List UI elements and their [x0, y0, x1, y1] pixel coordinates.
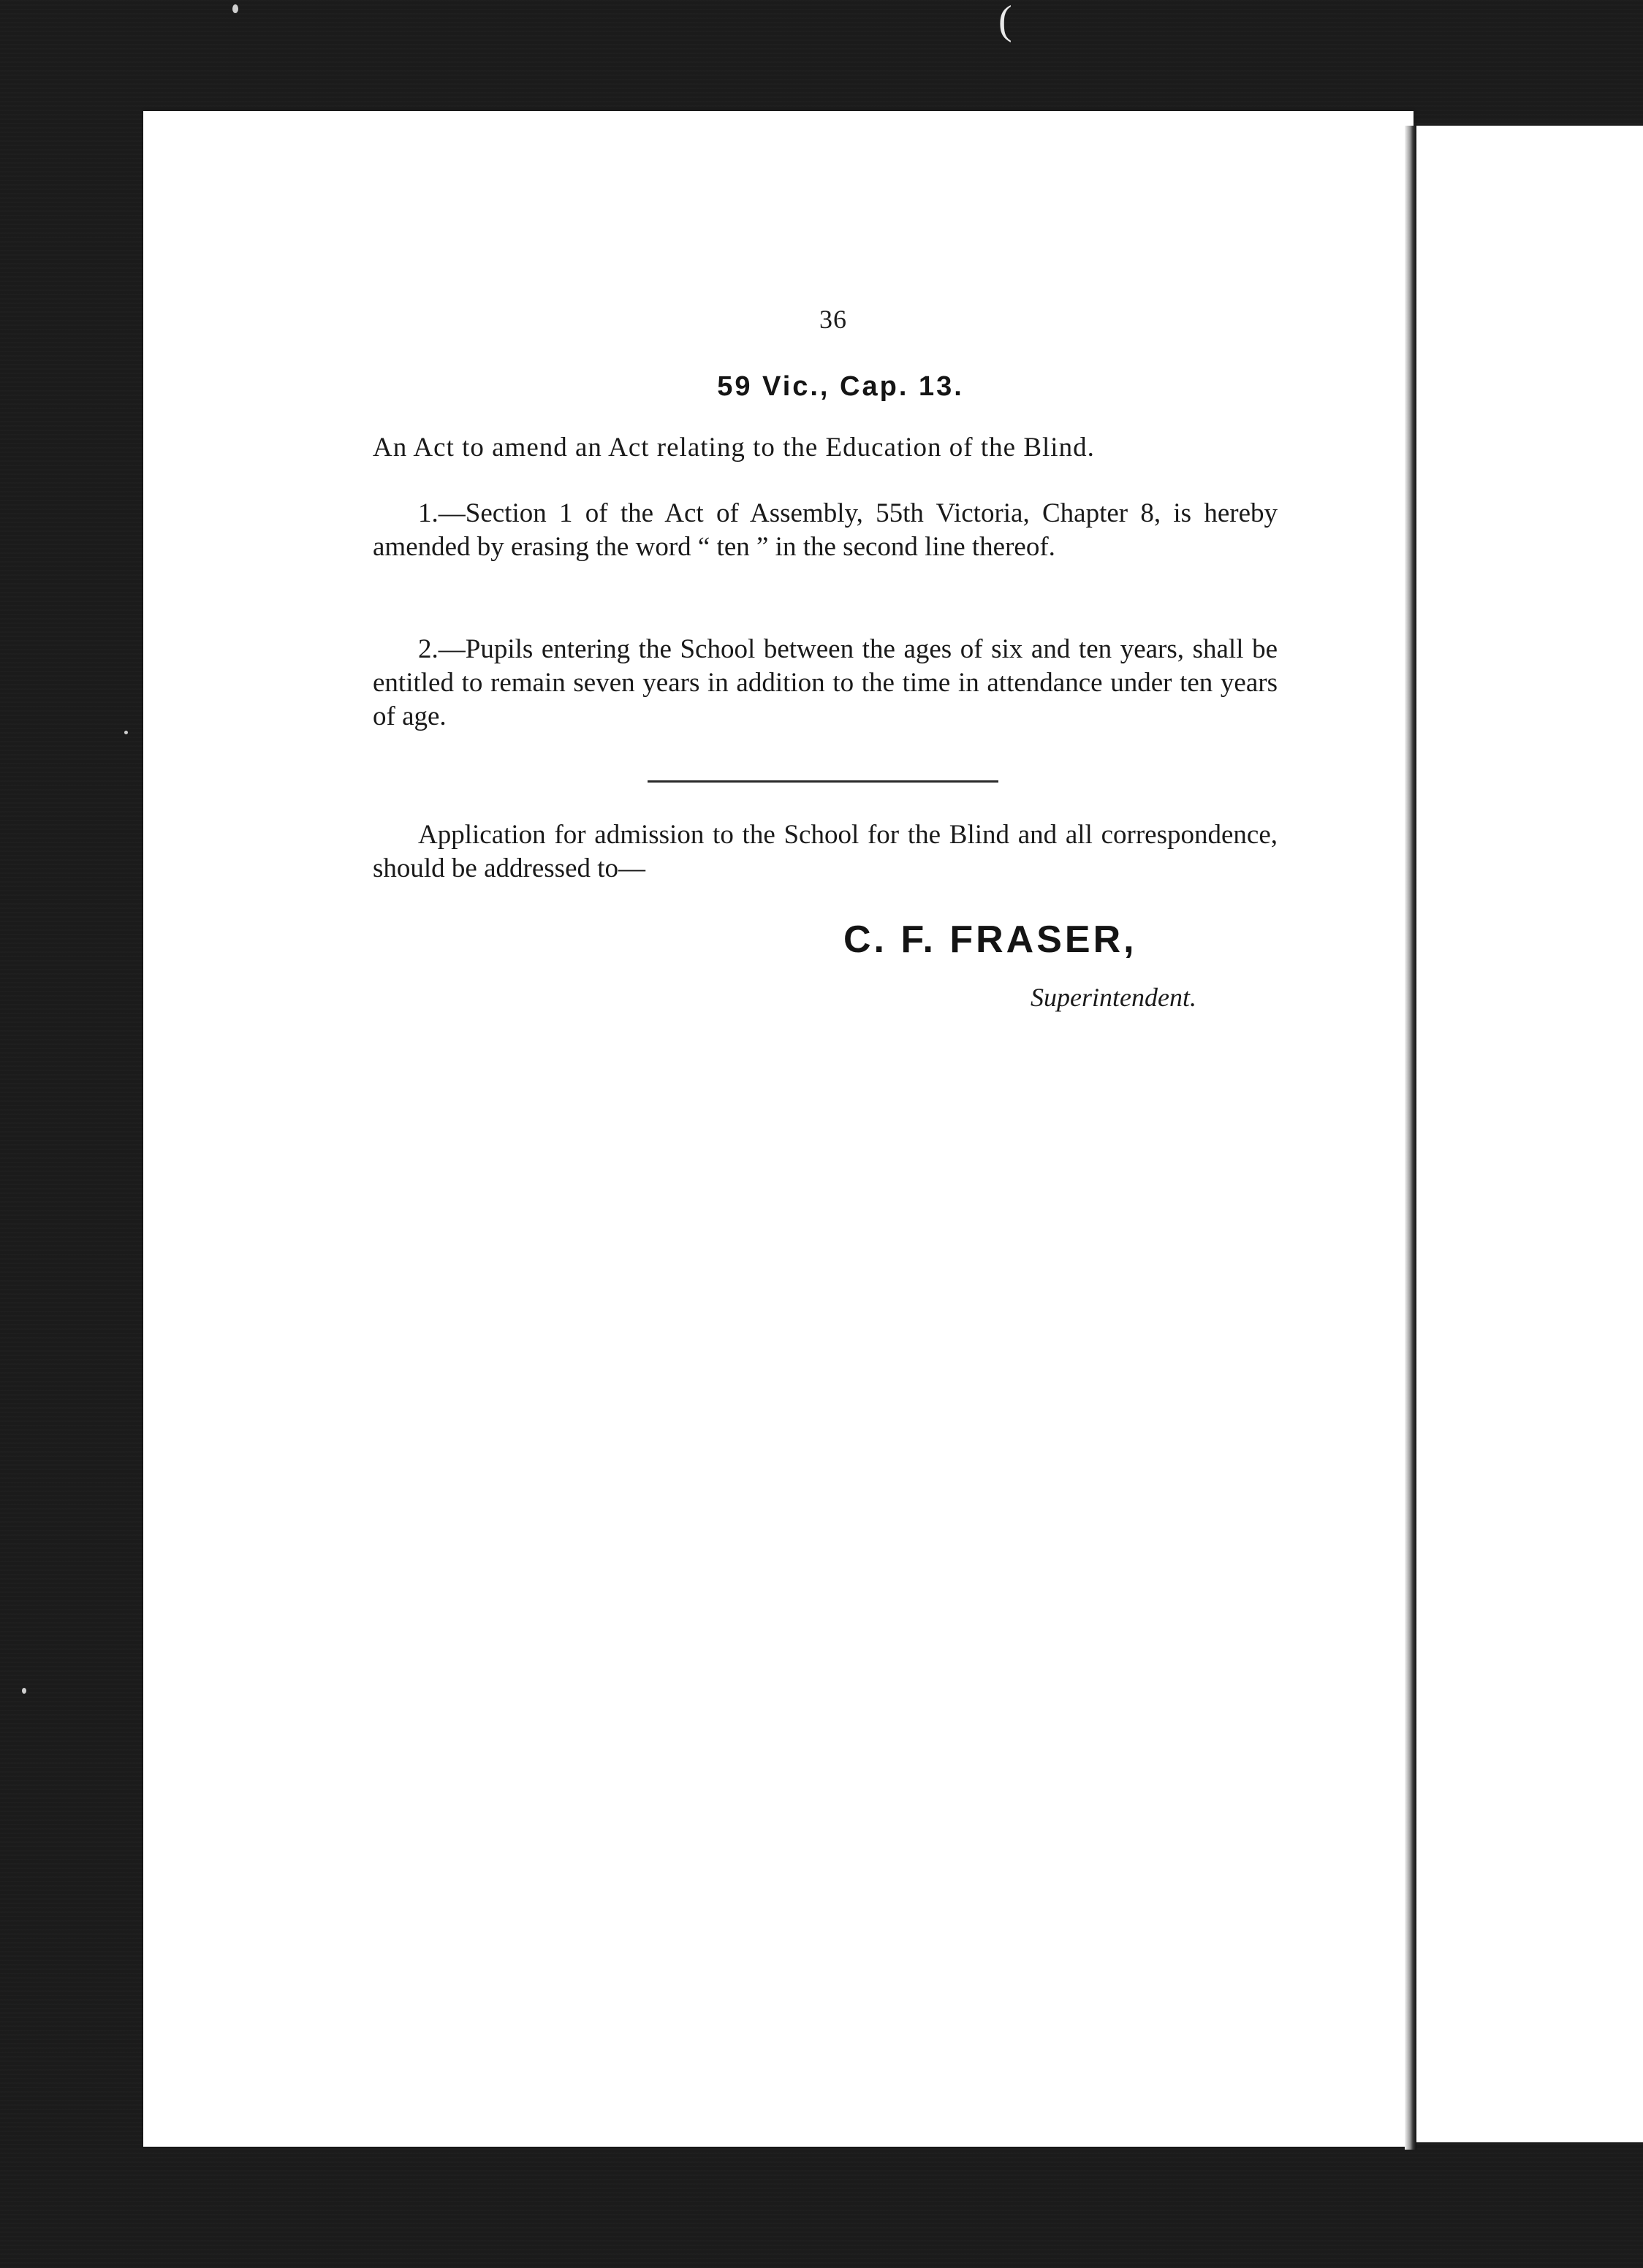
- chapter-heading: 59 Vic., Cap. 13.: [717, 371, 964, 402]
- application-note: Application for admission to the School for the Blind and all correspondence, should be addressed to—: [373, 820, 1278, 883]
- scan-speck-mark: (: [998, 0, 1012, 43]
- dust-speck: [124, 731, 128, 734]
- section-divider: [648, 780, 998, 783]
- dust-speck: [22, 1688, 26, 1694]
- facing-page-edge: [1416, 126, 1643, 2142]
- page-number: 36: [819, 305, 847, 334]
- signature-title: Superintendent.: [1031, 983, 1196, 1012]
- signature-name: C. F. FRASER,: [843, 918, 1137, 961]
- page-gutter: [1405, 126, 1416, 2150]
- dust-speck: [232, 4, 238, 13]
- section-2-paragraph: 2.—Pupils entering the School between the ages of six and ten years, shall be entitled to remain seven years in addition to the time in attendance under ten years of age.: [373, 634, 1278, 731]
- document-page: [143, 111, 1414, 2147]
- act-title: An Act to amend an Act relating to the Education of the Blind.: [373, 433, 1095, 463]
- section-1-paragraph: 1.—Section 1 of the Act of Assembly, 55th Victoria, Chapter 8, is hereby amended by erasing the word “ ten ” in the second line thereof.: [373, 498, 1278, 562]
